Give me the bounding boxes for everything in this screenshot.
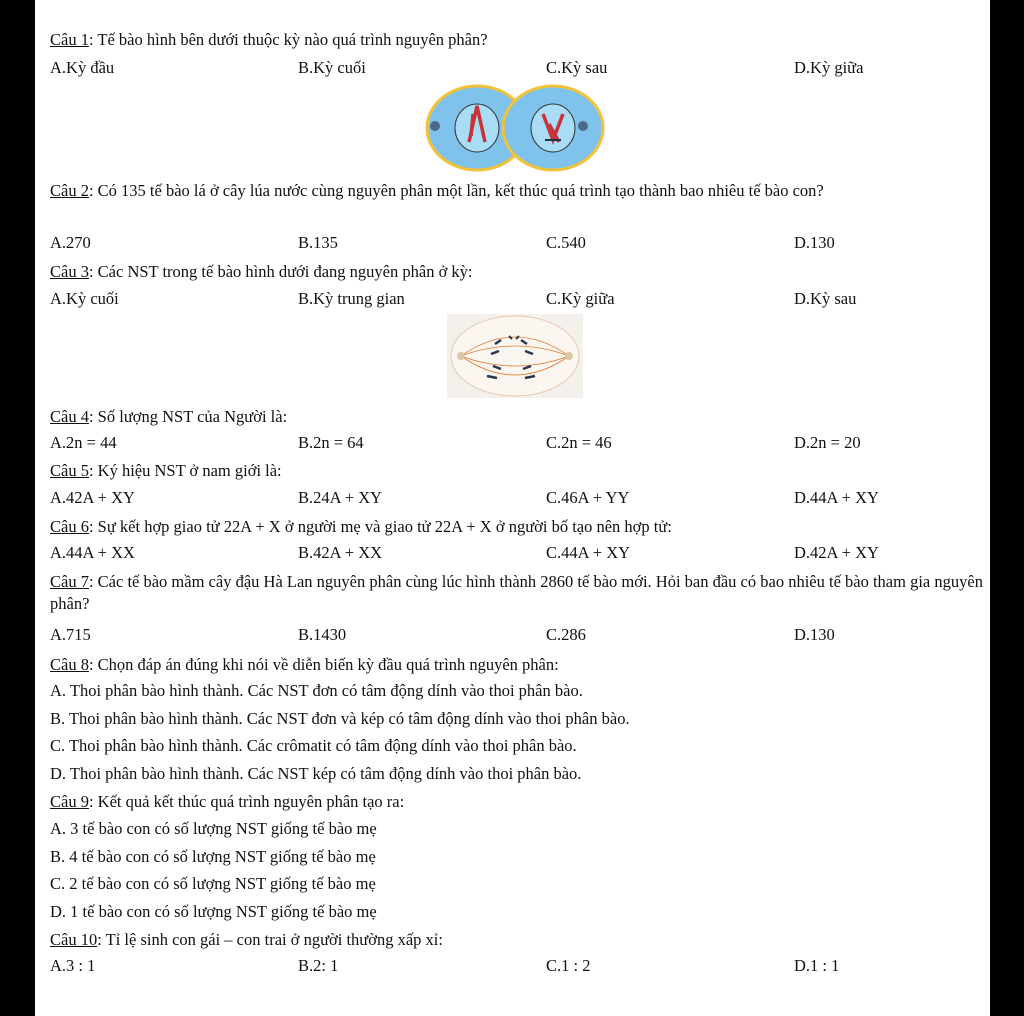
question-6 bbox=[50, 516, 1004, 538]
question-4-label: Câu 4 bbox=[50, 407, 89, 426]
question-2-text: : Có 135 tế bào lá ở cây lúa nước cùng nguyên phân một lần, kết thúc quá trình tạo thành bao nhiêu tế bào con? bbox=[88, 181, 824, 200]
question-7-text: : Các tế bào mầm cây đậu Hà Lan nguyên phân cùng lúc hình thành 2860 tế bào mới. Hỏi ban đầu có bao nhiêu tế bào tham gia nguyên phân? bbox=[50, 572, 983, 613]
q7-option-d[interactable]: D.130 bbox=[794, 625, 835, 644]
question-1-text: : Tế bào hình bên dưới thuộc kỳ nào quá trình nguyên phân? bbox=[88, 30, 488, 49]
question-3 bbox=[50, 261, 1004, 283]
q3-option-d[interactable]: D.Kỳ sau bbox=[794, 289, 857, 308]
question-1 bbox=[50, 29, 1004, 51]
question-3-label: Câu 3 bbox=[50, 262, 89, 281]
question-8-options bbox=[50, 680, 1004, 790]
spindle-cell-figure bbox=[447, 314, 583, 398]
pole-right bbox=[565, 352, 573, 360]
q6-option-a[interactable]: A.44A + XX bbox=[50, 543, 135, 562]
question-7 bbox=[50, 571, 1004, 615]
q9-option-c[interactable]: C. 2 tế bào con có số lượng NST giống tế bào mẹ bbox=[50, 874, 376, 893]
q4-option-a[interactable]: A.2n = 44 bbox=[50, 433, 117, 452]
q2-option-d[interactable]: D.130 bbox=[794, 233, 835, 252]
centrosome-right bbox=[578, 121, 588, 131]
q4-option-b[interactable]: B.2n = 64 bbox=[298, 433, 364, 452]
q10-option-a[interactable]: A.3 : 1 bbox=[50, 956, 96, 975]
question-1-label: Câu 1 bbox=[50, 30, 89, 49]
q8-option-b[interactable]: B. Thoi phân bào hình thành. Các NST đơn và kép có tâm động dính vào thoi phân bào. bbox=[50, 708, 630, 728]
q3-option-a[interactable]: A.Kỳ cuối bbox=[50, 289, 119, 308]
q9-option-b[interactable]: B. 4 tế bào con có số lượng NST giống tế bào mẹ bbox=[50, 846, 376, 866]
question-5-text: : Ký hiệu NST ở nam giới là: bbox=[88, 461, 282, 480]
question-10-options bbox=[50, 956, 930, 978]
question-2-options bbox=[50, 233, 930, 255]
q4-option-c[interactable]: C.2n = 46 bbox=[546, 433, 612, 452]
q2-option-b[interactable]: B.135 bbox=[298, 233, 338, 252]
q5-option-c[interactable]: C.46A + YY bbox=[546, 488, 630, 507]
q1-option-a[interactable]: A.Kỳ đầu bbox=[50, 58, 115, 77]
q3-option-b[interactable]: B.Kỳ trung gian bbox=[298, 289, 405, 308]
q6-option-c[interactable]: C.44A + XY bbox=[546, 543, 631, 562]
question-3-options bbox=[50, 289, 930, 311]
q2-option-a[interactable]: A.270 bbox=[50, 233, 91, 252]
question-5 bbox=[50, 460, 1004, 482]
question-4-text: : Số lượng NST của Người là: bbox=[88, 407, 288, 426]
q6-option-b[interactable]: B.42A + XX bbox=[298, 543, 383, 562]
question-9-options bbox=[50, 818, 1004, 928]
question-4 bbox=[50, 406, 1004, 428]
q10-option-d[interactable]: D.1 : 1 bbox=[794, 956, 840, 975]
question-8 bbox=[50, 654, 1004, 676]
q3-option-c[interactable]: C.Kỳ giữa bbox=[546, 289, 615, 308]
question-6-options bbox=[50, 543, 930, 565]
q5-option-b[interactable]: B.24A + XY bbox=[298, 488, 383, 507]
question-5-label: Câu 5 bbox=[50, 461, 89, 480]
q10-option-c[interactable]: C.1 : 2 bbox=[546, 956, 591, 975]
q5-option-a[interactable]: A.42A + XY bbox=[50, 488, 135, 507]
question-3-text: : Các NST trong tế bào hình dưới đang nguyên phân ở kỳ: bbox=[88, 262, 473, 281]
question-9-label: Câu 9 bbox=[50, 792, 89, 811]
q4-option-d[interactable]: D.2n = 20 bbox=[794, 433, 861, 452]
q1-option-c[interactable]: C.Kỳ sau bbox=[546, 58, 608, 77]
q8-option-a[interactable]: A. Thoi phân bào hình thành. Các NST đơn có tâm động dính vào thoi phân bào. bbox=[50, 681, 583, 700]
question-2-label: Câu 2 bbox=[50, 181, 89, 200]
q8-option-c[interactable]: C. Thoi phân bào hình thành. Các crômatit có tâm động dính vào thoi phân bào. bbox=[50, 736, 577, 755]
question-5-options bbox=[50, 488, 930, 510]
question-6-text: : Sự kết hợp giao tử 22A + X ở người mẹ và giao tử 22A + X ở người bố tạo nên hợp tử: bbox=[88, 517, 672, 536]
question-10 bbox=[50, 929, 1004, 951]
question-9 bbox=[50, 791, 1004, 813]
centrosome-left bbox=[430, 121, 440, 131]
q1-option-d[interactable]: D.Kỳ giữa bbox=[794, 58, 864, 77]
q7-option-b[interactable]: B.1430 bbox=[298, 625, 347, 644]
q5-option-d[interactable]: D.44A + XY bbox=[794, 488, 879, 507]
question-8-text: : Chọn đáp án đúng khi nói về diễn biến kỳ đầu quá trình nguyên phân: bbox=[88, 655, 559, 674]
q2-option-c[interactable]: C.540 bbox=[546, 233, 586, 252]
cell-outline bbox=[451, 316, 579, 396]
question-4-options bbox=[50, 433, 930, 455]
anaphase-cell-figure bbox=[425, 84, 605, 176]
q6-option-d[interactable]: D.42A + XY bbox=[794, 543, 879, 562]
question-1-options bbox=[50, 58, 930, 80]
q10-option-b[interactable]: B.2: 1 bbox=[298, 956, 339, 975]
pole-left bbox=[457, 352, 465, 360]
question-10-text: : Tỉ lệ sinh con gái – con trai ở người thường xấp xỉ: bbox=[97, 930, 443, 949]
question-10-label: Câu 10 bbox=[50, 930, 98, 949]
question-7-options bbox=[50, 625, 930, 647]
q9-option-d[interactable]: D. 1 tế bào con có số lượng NST giống tế bào mẹ bbox=[50, 901, 377, 921]
q7-option-a[interactable]: A.715 bbox=[50, 625, 91, 644]
question-2 bbox=[50, 180, 1004, 202]
q1-option-b[interactable]: B.Kỳ cuối bbox=[298, 58, 366, 77]
q8-option-d[interactable]: D. Thoi phân bào hình thành. Các NST kép có tâm động dính vào thoi phân bào. bbox=[50, 763, 582, 783]
question-9-text: : Kết quả kết thúc quá trình nguyên phân tạo ra: bbox=[88, 792, 405, 811]
question-6-label: Câu 6 bbox=[50, 517, 89, 536]
question-7-label: Câu 7 bbox=[50, 572, 89, 591]
question-8-label: Câu 8 bbox=[50, 655, 89, 674]
q7-option-c[interactable]: C.286 bbox=[546, 625, 586, 644]
q9-option-a[interactable]: A. 3 tế bào con có số lượng NST giống tế bào mẹ bbox=[50, 819, 377, 838]
